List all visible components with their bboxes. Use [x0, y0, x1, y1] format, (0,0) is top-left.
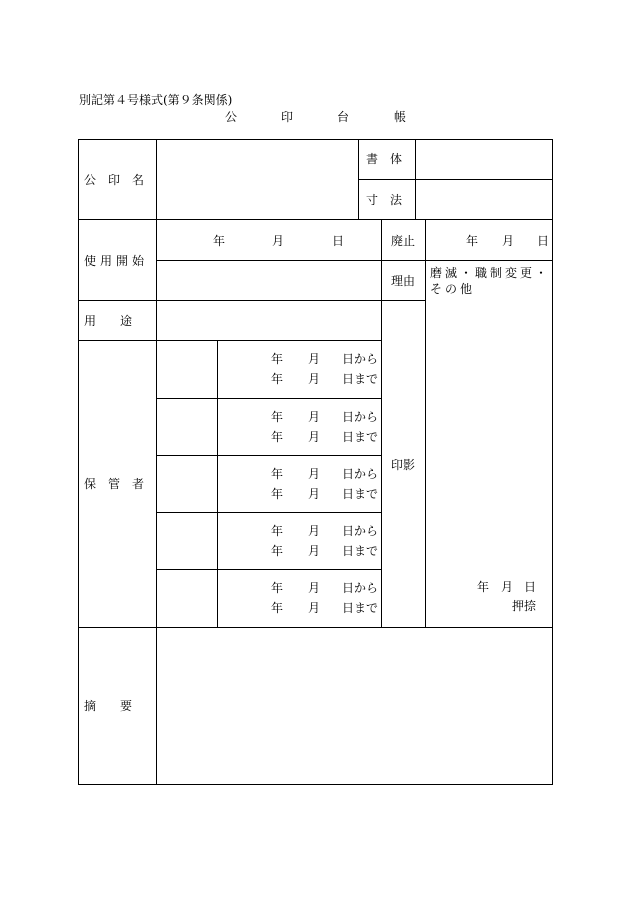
size-label: 寸 法	[366, 193, 403, 207]
period-to-day: 日まで	[342, 601, 379, 615]
period-from-month: 月	[308, 467, 321, 481]
form-number: 別記第４号様式(第９条関係)	[79, 93, 233, 107]
rule-keeper-3	[156, 512, 382, 513]
rule-keeper-1	[156, 398, 382, 399]
abolish-month: 月	[502, 234, 515, 248]
rule-v-abolish	[381, 219, 382, 628]
rule-v-keeper	[217, 340, 218, 628]
rule-keeper-4	[156, 569, 382, 570]
seal-impression-label: 印影	[391, 458, 416, 472]
rule-v-font2	[415, 139, 416, 220]
period-to-year: 年	[271, 372, 284, 386]
purpose-label: 用 途	[84, 314, 133, 328]
reason-options-2: その他	[430, 282, 476, 296]
rule-start-end	[78, 300, 426, 301]
title-char-3: 台	[337, 110, 350, 124]
period-from-day: 日から	[342, 581, 379, 595]
rule-summary	[78, 627, 553, 628]
discard-year: 年	[477, 580, 490, 594]
period-from-day: 日から	[342, 410, 379, 424]
title-char-2: 印	[281, 110, 294, 124]
border-bottom	[78, 784, 553, 785]
keeper-label: 保 管 者	[84, 477, 145, 491]
rule-v-font	[358, 139, 359, 220]
font-label: 書 体	[366, 152, 403, 166]
period-to-year: 年	[271, 544, 284, 558]
period-to-day: 日まで	[342, 430, 379, 444]
rule-start-mid	[156, 260, 553, 261]
period-to-year: 年	[271, 487, 284, 501]
period-to-year: 年	[271, 430, 284, 444]
period-from-day: 日から	[342, 352, 379, 366]
period-to-month: 月	[308, 430, 321, 444]
border-top	[78, 139, 553, 140]
period-to-year: 年	[271, 601, 284, 615]
discard-label: 押捺	[512, 599, 537, 613]
period-from-year: 年	[271, 467, 284, 481]
summary-label: 摘 要	[84, 699, 133, 713]
period-from-month: 月	[308, 524, 321, 538]
period-from-year: 年	[271, 352, 284, 366]
start-month: 月	[272, 234, 285, 248]
period-to-day: 日まで	[342, 544, 379, 558]
start-label: 使用開始	[84, 254, 149, 268]
rule-font-size	[358, 179, 553, 180]
period-from-day: 日から	[342, 467, 379, 481]
rule-row1	[78, 219, 553, 220]
seal-name-label: 公 印 名	[84, 173, 145, 187]
reason-options-1: 磨滅・職制変更・	[430, 266, 551, 280]
rule-purpose-end	[78, 340, 382, 341]
period-from-month: 月	[308, 352, 321, 366]
period-to-month: 月	[308, 372, 321, 386]
border-right	[552, 139, 553, 785]
period-from-month: 月	[308, 410, 321, 424]
abolish-day: 日	[537, 234, 550, 248]
period-to-day: 日まで	[342, 487, 379, 501]
border-left	[78, 139, 79, 785]
rule-keeper-2	[156, 455, 382, 456]
period-from-month: 月	[308, 581, 321, 595]
discard-month: 月	[501, 580, 514, 594]
rule-v-label	[156, 139, 157, 785]
period-from-year: 年	[271, 581, 284, 595]
start-year: 年	[213, 234, 226, 248]
period-to-month: 月	[308, 601, 321, 615]
period-to-month: 月	[308, 487, 321, 501]
rule-v-seal	[425, 219, 426, 628]
reason-label: 理由	[391, 274, 416, 288]
period-to-month: 月	[308, 544, 321, 558]
title-char-1: 公	[225, 110, 238, 124]
start-day: 日	[332, 234, 345, 248]
period-from-day: 日から	[342, 524, 379, 538]
period-from-year: 年	[271, 410, 284, 424]
abolish-label: 廃止	[391, 234, 416, 248]
period-to-day: 日まで	[342, 372, 379, 386]
period-from-year: 年	[271, 524, 284, 538]
title-char-4: 帳	[394, 110, 407, 124]
abolish-year: 年	[466, 234, 479, 248]
discard-day: 日	[524, 580, 537, 594]
